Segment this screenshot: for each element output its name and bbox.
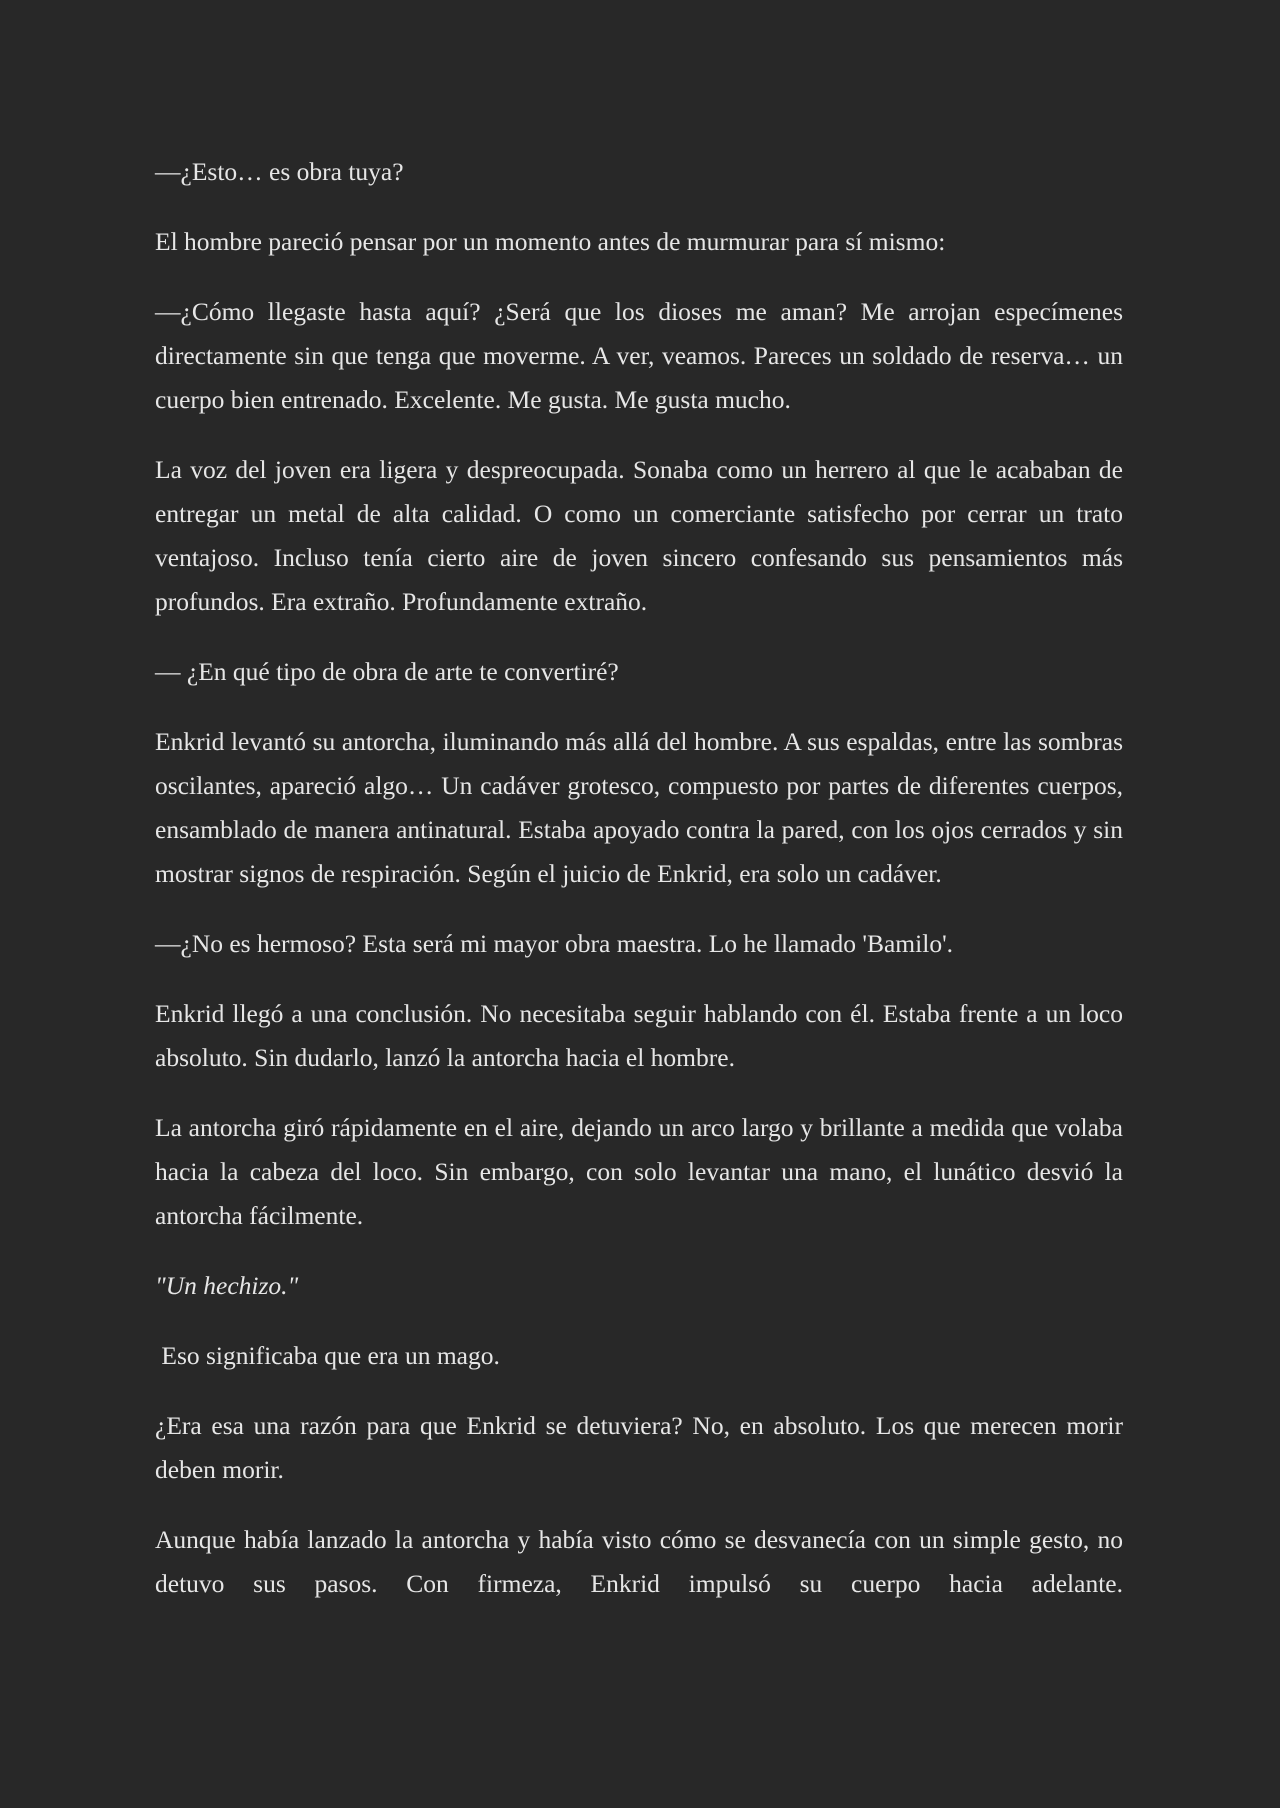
paragraph-13: Aunque había lanzado la antorcha y había visto cómo se desvanecía con un simple gesto, no detuvo sus pasos. Con firmeza, Enkrid impulsó su cuerpo hacia adelante.	[155, 1525, 1123, 1598]
reading-pane	[155, 150, 1123, 1606]
paragraph-4: La voz del joven era ligera y despreocupada. Sonaba como un herrero al que le acababan de entregar un metal de alta calidad. O como un comerciante satisfecho por cerrar un trato ventajoso. Incluso tenía cierto aire de joven sincero confesando sus pensamientos más profundos. Era extraño. Profundamente extraño.	[155, 455, 1123, 616]
paragraph-7: —¿No es hermoso? Esta será mi mayor obra maestra. Lo he llamado 'Bamilo'.	[155, 929, 954, 958]
paragraph-12: ¿Era esa una razón para que Enkrid se detuviera? No, en absoluto. Los que merecen morir deben morir.	[155, 1411, 1123, 1484]
paragraph-3: —¿Cómo llegaste hasta aquí? ¿Será que los dioses me aman? Me arrojan especímenes directamente sin que tenga que moverme. A ver, veamos. Pareces un soldado de reserva… un cuerpo bien entrenado. Excelente. Me gusta. Me gusta mucho.	[155, 297, 1123, 414]
paragraph-1: —¿Esto… es obra tuya?	[155, 157, 404, 186]
paragraph-5: — ¿En qué tipo de obra de arte te convertiré?	[155, 657, 619, 686]
paragraph-10-thought: "Un hechizo."	[155, 1271, 299, 1300]
paragraph-6: Enkrid levantó su antorcha, iluminando más allá del hombre. A sus espaldas, entre las sombras oscilantes, apareció algo… Un cadáver grotesco, compuesto por partes de diferentes cuerpos, ensamblado de manera antinatural. Estaba apoyado contra la pared, con los ojos cerrados y sin mostrar signos de respiración. Según el juicio de Enkrid, era solo un cadáver.	[155, 727, 1123, 888]
paragraph-8: Enkrid llegó a una conclusión. No necesitaba seguir hablando con él. Estaba frente a un loco absoluto. Sin dudarlo, lanzó la antorcha hacia el hombre.	[155, 999, 1123, 1072]
paragraph-2: El hombre pareció pensar por un momento antes de murmurar para sí mismo:	[155, 227, 946, 256]
paragraph-9: La antorcha giró rápidamente en el aire, dejando un arco largo y brillante a medida que volaba hacia la cabeza del loco. Sin embargo, con solo levantar una mano, el lunático desvió la antorcha fácilmente.	[155, 1113, 1123, 1230]
paragraph-11: Eso significaba que era un mago.	[155, 1341, 500, 1370]
